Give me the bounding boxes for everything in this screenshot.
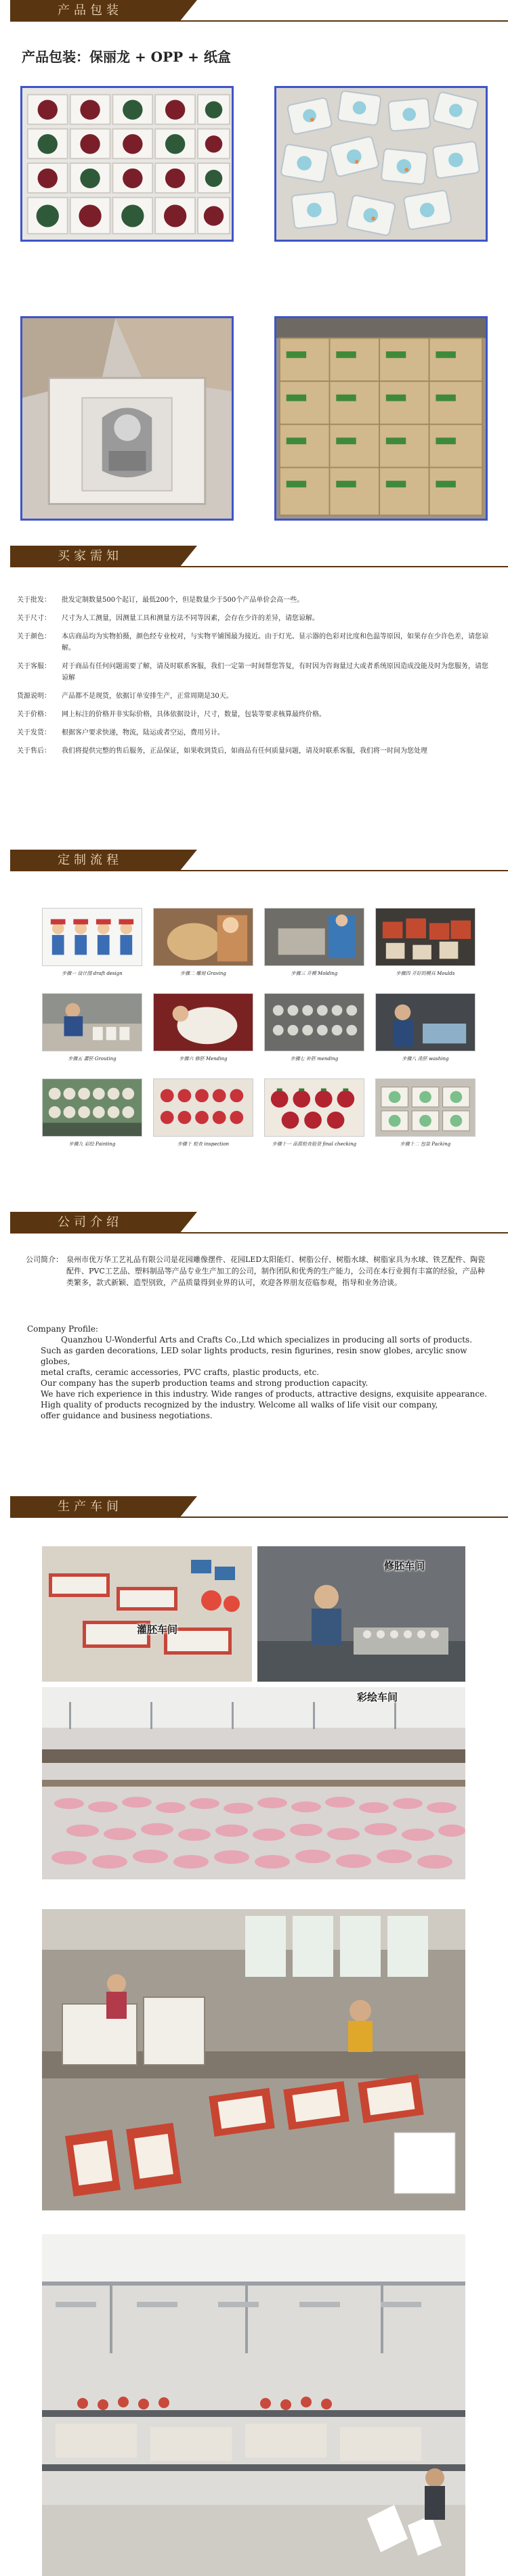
notice-row (17, 709, 491, 720)
divider (10, 1516, 508, 1518)
process-step (153, 908, 253, 982)
process-image (264, 1078, 364, 1137)
company-profile-title: Company Profile: (27, 1324, 98, 1334)
divider (10, 566, 508, 567)
notice-value: 批发定制数量500个起订，最低200个，但是数量少于500个产品单价会高一些。 (62, 596, 304, 604)
notice-value: 产品都不是现货，依据订单安排生产，正常周期是30天。 (62, 693, 233, 700)
company-intro-text: 泉州市优万华工艺礼品有限公司是花园雕像摆件、花园LED太阳能灯、树脂公仔、树脂水球、树脂家具为水球、铁艺配件、陶瓷配件、PVC工艺品、塑料制品等产品专业生产加工的公司，制作团队和优秀的生产能力，公司在本行业拥有丰富的经验，产品种类繁多，款式新颖、造型别致，产品质量得到业界的认可，欢迎各界朋友莅临参观，指导和业务洽谈。 (66, 1255, 486, 1287)
process-label: 步骤十二 包装 Packing (400, 1141, 451, 1147)
process-label: 步骤三 开模 Molding (291, 971, 338, 976)
process-step (42, 908, 142, 982)
notice-row (17, 691, 491, 702)
process-image (42, 1078, 142, 1137)
notice-key: 关于颜色： (17, 633, 51, 640)
section-title: 产品包装 (10, 0, 179, 22)
company-intro-label: 公司简介： (26, 1255, 63, 1264)
divider (10, 870, 508, 871)
process-step (153, 993, 253, 1068)
buyer-notice (17, 594, 491, 764)
notice-row (17, 727, 491, 739)
notice-key: 货源说明： (17, 693, 51, 700)
notice-value: 对于商品有任何问题需要了解，请及时联系客服，我们一定第一时间帮您答复，有时因为咨询量过大或者系统原因造成没能及时为您服务，请您谅解 (62, 663, 488, 682)
process-step (42, 1078, 142, 1153)
notice-row (17, 631, 491, 654)
profile-line: Quanzhou U-Wonderful Arts and Crafts Co.,Ltd which specializes in producing all sorts of products. (61, 1335, 473, 1345)
notice-key: 关于发货： (17, 729, 51, 737)
notice-key: 关于批发： (17, 596, 51, 604)
workshop-photo-floor (42, 2234, 465, 2576)
divider (10, 20, 508, 22)
section-title: 定制流程 (10, 850, 179, 871)
process-image (42, 993, 142, 1051)
process-step (375, 1078, 475, 1153)
company-profile-en (41, 1334, 494, 1421)
process-step (375, 908, 475, 982)
section-header-process (0, 850, 508, 871)
notice-value: 我们将提供完整的售后服务，正品保证，如果收到货后，如商品有任何质量问题，请及时联系客服，我们将一时间为您处理 (62, 747, 427, 755)
process-step (153, 1078, 253, 1153)
notice-row (17, 745, 491, 757)
photo-opp-bags (274, 86, 488, 242)
process-step (264, 908, 364, 982)
profile-line: We have rich experience in this industry. Wide ranges of products, attractive designs, exquisite appearance. (41, 1389, 488, 1399)
notice-row (17, 661, 491, 684)
workshop-label-painting: 彩绘车间 (357, 1691, 398, 1703)
process-image (42, 908, 142, 966)
process-label: 步骤六 修胚 Mending (179, 1056, 228, 1062)
process-label: 步骤五 灌胚 Grouting (68, 1056, 117, 1062)
notice-value: 网上标注的价格并非实际价格，具体依据设计，尺寸，数量，包装等要求核算最终价格。 (62, 711, 326, 718)
notice-key: 关于尺寸： (17, 615, 51, 622)
notice-value: 本店商品均为实物拍摄，颜色经专业校对，与实物平铺图最为接近。由于灯光、显示器的色彩对比度和色温等原因，如果存在少许色差，请您谅解。 (62, 633, 488, 652)
section-header-packaging (0, 0, 508, 22)
workshop-label-grouting: 灌胚车间 (137, 1623, 178, 1636)
workshop-collage (42, 1546, 465, 1879)
profile-line: Our company has the superb production teams and strong production capacity. (41, 1378, 368, 1388)
profile-line: Such as garden decorations, LED solar lights products, resin figurines, resin snow globes, arcylic snow globes, (41, 1346, 467, 1366)
process-image (375, 993, 475, 1051)
notice-key: 关于价格： (17, 711, 51, 718)
photo-carton-stack (274, 316, 488, 521)
process-image (375, 908, 475, 966)
process-label: 步骤一 设计图 draft design (62, 971, 123, 976)
process-label: 步骤十 检查 inspection (177, 1141, 230, 1147)
process-image (264, 993, 364, 1051)
notice-key: 关于客服： (17, 663, 51, 670)
process-step (264, 1078, 364, 1153)
process-label: 步骤四 开好的模具 Moulds (396, 971, 455, 976)
section-header-company (0, 1212, 508, 1234)
process-label: 步骤八 洗胚 washing (402, 1056, 449, 1062)
notice-value: 尺寸为人工测量，因测量工具和测量方法不同等因素，会存在少许的差异，请您谅解。 (62, 615, 319, 622)
notice-row (17, 613, 491, 624)
notice-value: 根据客户要求快递，物流，陆运或者空运，费用另计。 (62, 729, 224, 737)
notice-key: 关于售后： (17, 747, 51, 755)
packaging-caption: 产品包装：保丽龙 + OPP + 纸盒 (22, 49, 231, 65)
process-label: 步骤九 彩绘 Painting (68, 1141, 116, 1147)
process-label: 步骤二 雕刻 Graving (180, 971, 226, 976)
notice-row (17, 594, 491, 606)
process-image (264, 908, 364, 966)
company-intro-cn (26, 1254, 486, 1288)
divider (10, 1232, 508, 1234)
process-image (153, 908, 253, 966)
process-image (375, 1078, 475, 1137)
process-step (42, 993, 142, 1068)
process-label: 步骤七 补胚 mending (290, 1056, 339, 1062)
process-image (153, 993, 253, 1051)
photo-open-box (20, 316, 234, 521)
section-header-notice (0, 546, 508, 567)
profile-line: offer guidance and business negotiations. (41, 1411, 213, 1420)
process-label: 步骤十一 品质检查验货 final checking (272, 1141, 357, 1147)
section-header-workshop (0, 1496, 508, 1518)
process-step (264, 993, 364, 1068)
workshop-photo-molding (42, 1909, 465, 2210)
profile-line: metal crafts, ceramic accessories, PVC crafts, plastic products, etc. (41, 1368, 320, 1377)
profile-line: High quality of products recognized by the industry. Welcome all walks of life visit our company, (41, 1400, 438, 1410)
section-title: 买家需知 (10, 546, 179, 567)
process-image (153, 1078, 253, 1137)
workshop-label-mending: 修胚车间 (384, 1560, 425, 1572)
section-title: 生产车间 (10, 1496, 179, 1518)
process-step (375, 993, 475, 1068)
photo-foam-tray (20, 86, 234, 242)
section-title: 公司介绍 (10, 1212, 179, 1234)
